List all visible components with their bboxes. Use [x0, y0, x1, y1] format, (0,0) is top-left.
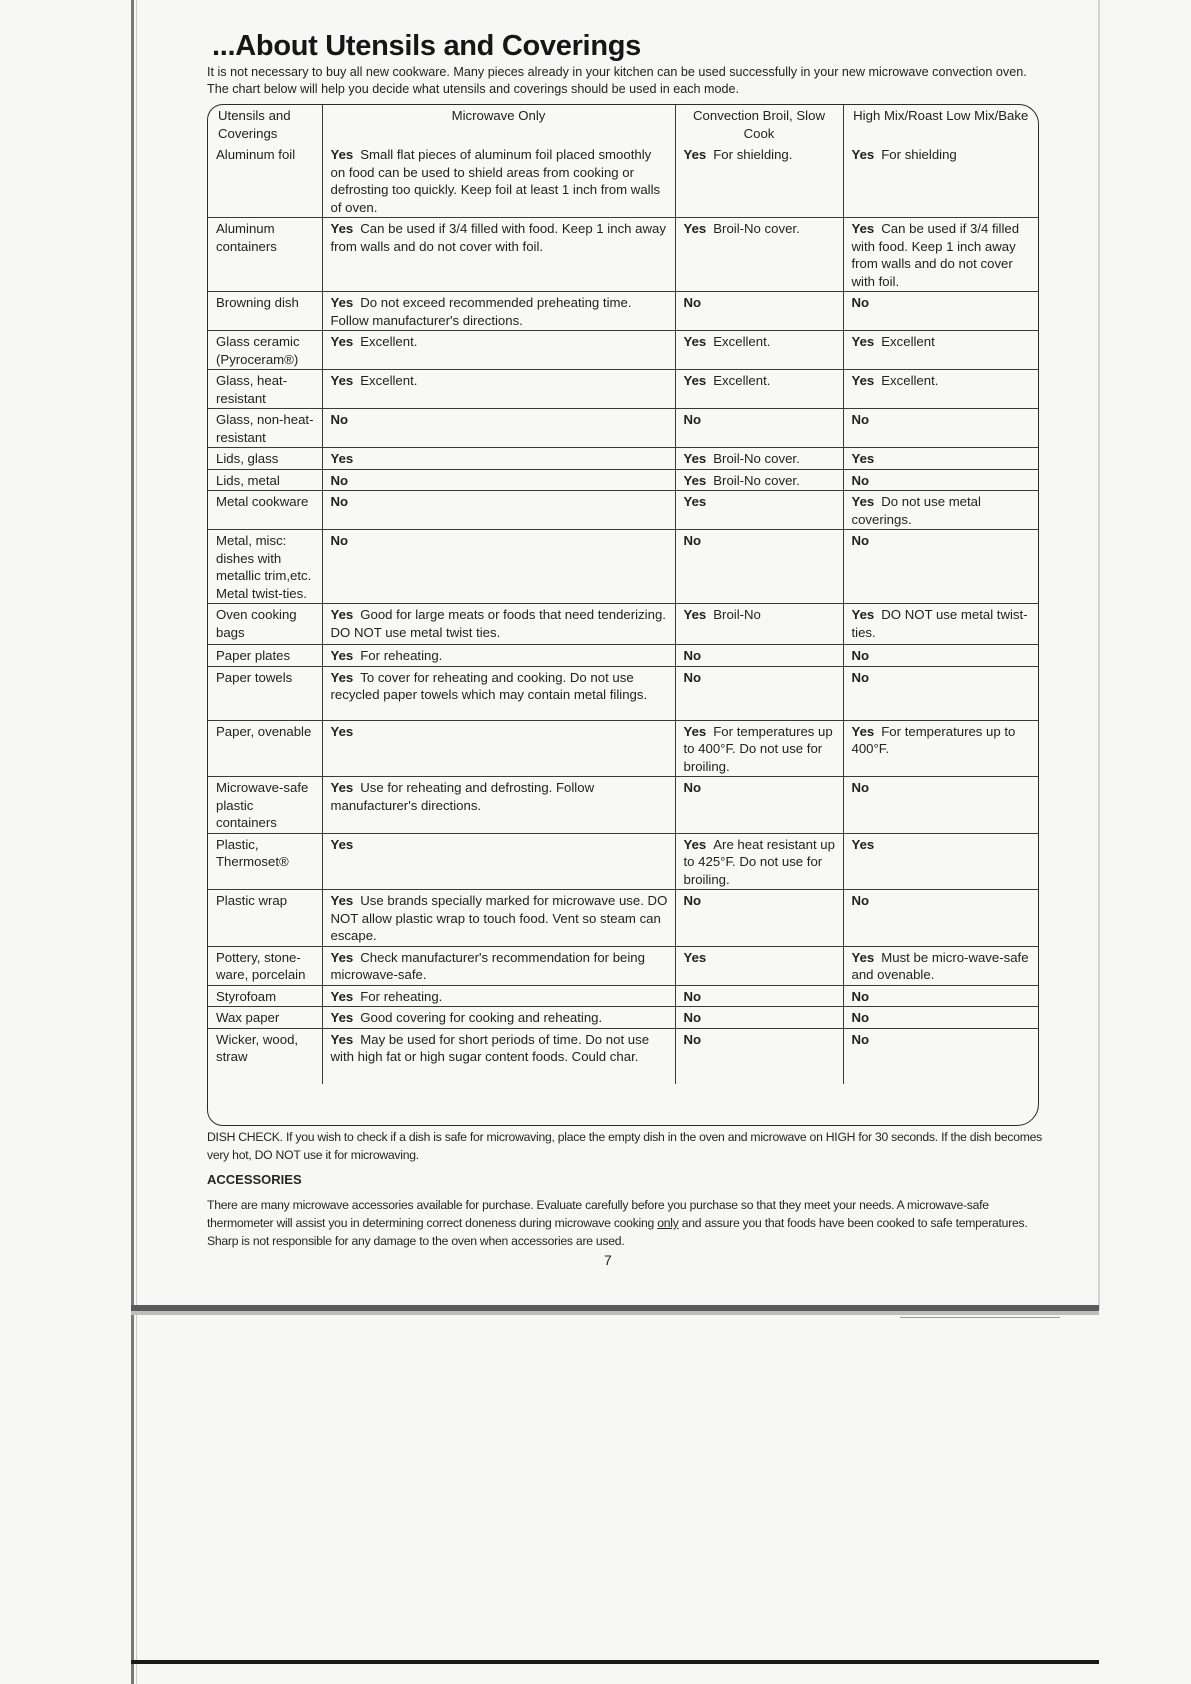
scan-bottom-edge: [131, 1660, 1099, 1664]
suitability-note: For shielding: [881, 147, 957, 162]
suitability-label: No: [851, 893, 870, 908]
suitability-label: Yes: [851, 451, 875, 466]
accessories-underlined-word: only: [657, 1216, 679, 1230]
utensil-name: Microwave-safe plastic containers: [208, 777, 322, 834]
table-row: [208, 370, 1038, 409]
microwave-cell: [322, 144, 675, 218]
suitability-label: No: [851, 533, 870, 548]
mix-roast-cell: [843, 1028, 1038, 1084]
page-number: 7: [604, 1252, 612, 1268]
microwave-cell: [322, 833, 675, 890]
microwave-cell: [322, 604, 675, 645]
utensil-name: Glass, non-heat-resistant: [208, 409, 322, 448]
microwave-cell: [322, 645, 675, 667]
mix-roast-cell: [843, 331, 1038, 370]
suitability-label: Yes: [330, 669, 354, 685]
scan-left-edge-inner: [136, 0, 137, 1684]
convection-cell: [675, 370, 843, 409]
utensil-name: Metal cookware: [208, 491, 322, 530]
suitability-label: No: [330, 494, 349, 509]
suitability-note: Do not use metal coverings.: [851, 494, 981, 527]
convection-cell: [675, 144, 843, 218]
header-mix-roast: High Mix/Roast Low Mix/Bake: [843, 105, 1038, 144]
suitability-label: No: [683, 295, 702, 310]
suitability-label: No: [683, 780, 702, 795]
utensil-name: Styrofoam: [208, 985, 322, 1007]
mix-roast-cell: [843, 370, 1038, 409]
convection-cell: [675, 292, 843, 331]
table-row: [208, 331, 1038, 370]
mix-roast-cell: [843, 720, 1038, 777]
convection-cell: [675, 985, 843, 1007]
microwave-cell: [322, 666, 675, 720]
utensil-name: Plastic wrap: [208, 890, 322, 947]
mix-roast-cell: [843, 491, 1038, 530]
suitability-note: For temperatures up to 400°F.: [851, 723, 1016, 756]
suitability-label: Yes: [851, 607, 875, 622]
suitability-label: No: [683, 669, 702, 685]
utensil-name: Browning dish: [208, 292, 322, 331]
microwave-cell: [322, 218, 675, 292]
suitability-note: Small flat pieces of aluminum foil placed smoothly on food can be used to shield areas from cooking or defrosting too quickly. Keep foil at least 1 inch from walls of oven.: [330, 147, 661, 215]
suitability-label: No: [683, 1010, 702, 1025]
suitability-label: No: [683, 412, 702, 427]
convection-cell: [675, 890, 843, 947]
table-header-row: [208, 105, 1038, 144]
convection-cell: [675, 491, 843, 530]
suitability-label: No: [330, 412, 349, 427]
suitability-note: For shielding.: [713, 147, 793, 162]
table-row: [208, 491, 1038, 530]
table-row: [208, 946, 1038, 985]
microwave-cell: [322, 946, 675, 985]
convection-cell: [675, 777, 843, 834]
table-row: [208, 720, 1038, 777]
suitability-note: Broil-No: [713, 607, 761, 622]
suitability-note: Excellent.: [360, 373, 418, 388]
dish-check-note: DISH CHECK. If you wish to check if a dish is safe for microwaving, place the empty dish in the oven and microwave on HIGH for 30 seconds. If the dish becomes very hot, DO NOT use it for microwaving.: [207, 1130, 1043, 1162]
table-row: [208, 1028, 1038, 1084]
suitability-note: Broil-No cover.: [713, 472, 800, 488]
suitability-note: Good for large meats or foods that need tenderizing. DO NOT use metal twist ties.: [330, 607, 666, 640]
table-row: [208, 448, 1038, 470]
suitability-label: Yes: [683, 723, 707, 739]
suitability-label: Yes: [683, 494, 707, 509]
suitability-label: Yes: [851, 373, 875, 388]
mix-roast-cell: [843, 890, 1038, 947]
suitability-label: No: [330, 472, 349, 488]
page-fold-shadow: [131, 1311, 1099, 1315]
convection-cell: [675, 331, 843, 370]
suitability-label: Yes: [330, 451, 354, 466]
suitability-label: No: [851, 295, 870, 310]
suitability-label: No: [851, 1010, 870, 1025]
accessories-text-before: There are many microwave accessories available for purchase. Evaluate carefully before you purchase so that they meet your needs. A microwave-safe thermometer will assist you in determining correct doneness during microwave cooking: [207, 1198, 989, 1230]
table-row: [208, 409, 1038, 448]
header-utensils: Utensils and Coverings: [208, 105, 322, 144]
scan-left-edge: [131, 0, 134, 1684]
microwave-cell: [322, 530, 675, 604]
table-row: [208, 645, 1038, 667]
suitability-label: Yes: [330, 147, 354, 162]
convection-cell: [675, 1028, 843, 1084]
suitability-label: Yes: [330, 1010, 354, 1025]
table-body: [208, 144, 1038, 1084]
convection-cell: [675, 833, 843, 890]
mix-roast-cell: [843, 666, 1038, 720]
mix-roast-cell: [843, 946, 1038, 985]
utensil-name: Lids, glass: [208, 448, 322, 470]
suitability-label: Yes: [330, 893, 354, 908]
suitability-note: Are heat resistant up to 425°F. Do not use for broiling.: [683, 836, 835, 887]
suitability-note: Excellent.: [881, 373, 939, 388]
mix-roast-cell: [843, 448, 1038, 470]
microwave-cell: [322, 777, 675, 834]
suitability-label: Yes: [683, 607, 707, 622]
suitability-label: Yes: [683, 334, 707, 349]
convection-cell: [675, 530, 843, 604]
utensil-name: Metal, misc: dishes with metallic trim,etc. Metal twist-ties.: [208, 530, 322, 604]
accessories-heading: ACCESSORIES: [207, 1172, 302, 1187]
suitability-note: Use for reheating and defrosting. Follow manufacturer's directions.: [330, 780, 595, 813]
suitability-note: To cover for reheating and cooking. Do not use recycled paper towels which may contain metal filings.: [330, 669, 648, 702]
mix-roast-cell: [843, 1007, 1038, 1029]
mix-roast-cell: [843, 833, 1038, 890]
microwave-cell: [322, 448, 675, 470]
table-row: [208, 218, 1038, 292]
mix-roast-cell: [843, 645, 1038, 667]
suitability-note: DO NOT use metal twist-ties.: [851, 607, 1028, 640]
suitability-note: Good covering for cooking and reheating.: [360, 1010, 603, 1025]
suitability-note: Use brands specially marked for microwave use. DO NOT allow plastic wrap to touch food. Vent so steam can escape.: [330, 893, 668, 943]
suitability-note: Can be used if 3/4 filled with food. Keep 1 inch away from walls and do not cover with foil.: [851, 221, 1020, 289]
header-convection: Convection Broil, Slow Cook: [675, 105, 843, 144]
utensils-table: [208, 105, 1038, 1084]
convection-cell: [675, 409, 843, 448]
suitability-label: Yes: [683, 147, 707, 162]
microwave-cell: [322, 1028, 675, 1084]
suitability-note: May be used for short periods of time. Do not use with high fat or high sugar content foods. Could char.: [330, 1031, 650, 1064]
utensil-name: Paper towels: [208, 666, 322, 720]
suitability-label: Yes: [851, 723, 875, 739]
suitability-label: Yes: [683, 451, 707, 466]
suitability-label: Yes: [330, 607, 354, 622]
microwave-cell: [322, 409, 675, 448]
mix-roast-cell: [843, 409, 1038, 448]
table-row: [208, 604, 1038, 645]
microwave-cell: [322, 491, 675, 530]
utensil-name: Glass, heat-resistant: [208, 370, 322, 409]
suitability-label: Yes: [330, 988, 354, 1004]
page-fold-streak: [900, 1317, 1060, 1318]
suitability-label: No: [851, 648, 870, 663]
suitability-label: Yes: [330, 648, 354, 663]
suitability-note: Broil-No cover.: [713, 221, 800, 236]
mix-roast-cell: [843, 604, 1038, 645]
microwave-cell: [322, 985, 675, 1007]
suitability-label: Yes: [330, 295, 354, 310]
suitability-label: Yes: [851, 334, 875, 349]
utensil-name: Paper plates: [208, 645, 322, 667]
microwave-cell: [322, 890, 675, 947]
convection-cell: [675, 469, 843, 491]
suitability-note: For reheating.: [360, 988, 443, 1004]
table-row: [208, 530, 1038, 604]
suitability-label: No: [851, 988, 870, 1004]
utensil-name: Aluminum containers: [208, 218, 322, 292]
utensil-name: Wax paper: [208, 1007, 322, 1029]
suitability-label: Yes: [851, 836, 875, 852]
microwave-cell: [322, 1007, 675, 1029]
scan-right-edge: [1098, 0, 1100, 1310]
suitability-label: No: [330, 533, 349, 548]
suitability-note: For reheating.: [360, 648, 443, 663]
utensil-name: Oven cooking bags: [208, 604, 322, 645]
utensils-table-frame: [207, 104, 1039, 1126]
suitability-label: Yes: [683, 373, 707, 388]
page-title: ...About Utensils and Coverings: [212, 30, 641, 62]
utensil-name: Lids, metal: [208, 469, 322, 491]
suitability-label: No: [851, 472, 870, 488]
mix-roast-cell: [843, 292, 1038, 331]
convection-cell: [675, 645, 843, 667]
suitability-label: Yes: [683, 836, 707, 852]
intro-paragraph: It is not necessary to buy all new cookware. Many pieces already in your kitchen can be used successfully in your new microwave convection oven. The chart below will help you decide what utensils and coverings should be used in each mode.: [207, 65, 1027, 96]
accessories-paragraph: [207, 1196, 1043, 1250]
suitability-label: No: [851, 669, 870, 685]
suitability-label: Yes: [851, 221, 875, 236]
suitability-note: Excellent: [881, 334, 935, 349]
convection-cell: [675, 946, 843, 985]
convection-cell: [675, 666, 843, 720]
suitability-label: Yes: [683, 221, 707, 236]
suitability-note: Can be used if 3/4 filled with food. Keep 1 inch away from walls and do not cover with foil.: [330, 221, 666, 254]
suitability-label: Yes: [330, 780, 354, 795]
suitability-label: Yes: [330, 723, 354, 739]
suitability-note: Excellent.: [360, 334, 418, 349]
suitability-note: Excellent.: [713, 334, 771, 349]
utensil-name: Aluminum foil: [208, 144, 322, 218]
mix-roast-cell: [843, 218, 1038, 292]
utensil-name: Glass ceramic (Pyroceram®): [208, 331, 322, 370]
mix-roast-cell: [843, 469, 1038, 491]
suitability-label: No: [683, 648, 702, 663]
header-microwave-only: Microwave Only: [322, 105, 675, 144]
utensil-name: Paper, ovenable: [208, 720, 322, 777]
convection-cell: [675, 218, 843, 292]
table-row: [208, 777, 1038, 834]
microwave-cell: [322, 469, 675, 491]
suitability-note: Excellent.: [713, 373, 771, 388]
table-row: [208, 469, 1038, 491]
suitability-label: Yes: [330, 1031, 354, 1047]
suitability-label: Yes: [330, 949, 354, 965]
suitability-label: Yes: [330, 334, 354, 349]
suitability-label: Yes: [683, 949, 707, 965]
suitability-label: No: [683, 988, 702, 1004]
table-row: [208, 890, 1038, 947]
utensil-name: Pottery, stone-ware, porcelain: [208, 946, 322, 985]
suitability-label: Yes: [330, 221, 354, 236]
suitability-label: Yes: [330, 373, 354, 388]
microwave-cell: [322, 292, 675, 331]
accessories-text-after: and assure you that foods have been cooked to safe temperatures. Sharp is not responsible for any damage to the oven when accessories are used.: [207, 1216, 1028, 1248]
convection-cell: [675, 448, 843, 470]
microwave-cell: [322, 331, 675, 370]
suitability-label: Yes: [683, 472, 707, 488]
table-row: [208, 1007, 1038, 1029]
suitability-note: Must be micro-wave-safe and ovenable.: [851, 949, 1029, 982]
suitability-note: Broil-No cover.: [713, 451, 800, 466]
suitability-label: No: [683, 893, 702, 908]
utensil-name: Wicker, wood, straw: [208, 1028, 322, 1084]
suitability-label: No: [851, 1031, 870, 1047]
suitability-note: Check manufacturer's recommendation for being microwave-safe.: [330, 949, 645, 982]
table-row: [208, 292, 1038, 331]
convection-cell: [675, 720, 843, 777]
mix-roast-cell: [843, 985, 1038, 1007]
suitability-label: Yes: [851, 949, 875, 965]
table-row: [208, 666, 1038, 720]
convection-cell: [675, 1007, 843, 1029]
mix-roast-cell: [843, 144, 1038, 218]
suitability-label: No: [851, 412, 870, 427]
suitability-note: For temperatures up to 400°F. Do not use for broiling.: [683, 723, 833, 774]
suitability-label: Yes: [851, 147, 875, 162]
convection-cell: [675, 604, 843, 645]
microwave-cell: [322, 370, 675, 409]
microwave-cell: [322, 720, 675, 777]
mix-roast-cell: [843, 777, 1038, 834]
table-row: [208, 985, 1038, 1007]
suitability-label: No: [851, 780, 870, 795]
suitability-label: No: [683, 1031, 702, 1047]
utensil-name: Plastic, Thermoset®: [208, 833, 322, 890]
table-row: [208, 833, 1038, 890]
suitability-label: Yes: [330, 836, 354, 852]
suitability-label: No: [683, 533, 702, 548]
suitability-note: Do not exceed recommended preheating time. Follow manufacturer's directions.: [330, 295, 632, 328]
suitability-label: Yes: [851, 494, 875, 509]
table-row: [208, 144, 1038, 218]
mix-roast-cell: [843, 530, 1038, 604]
